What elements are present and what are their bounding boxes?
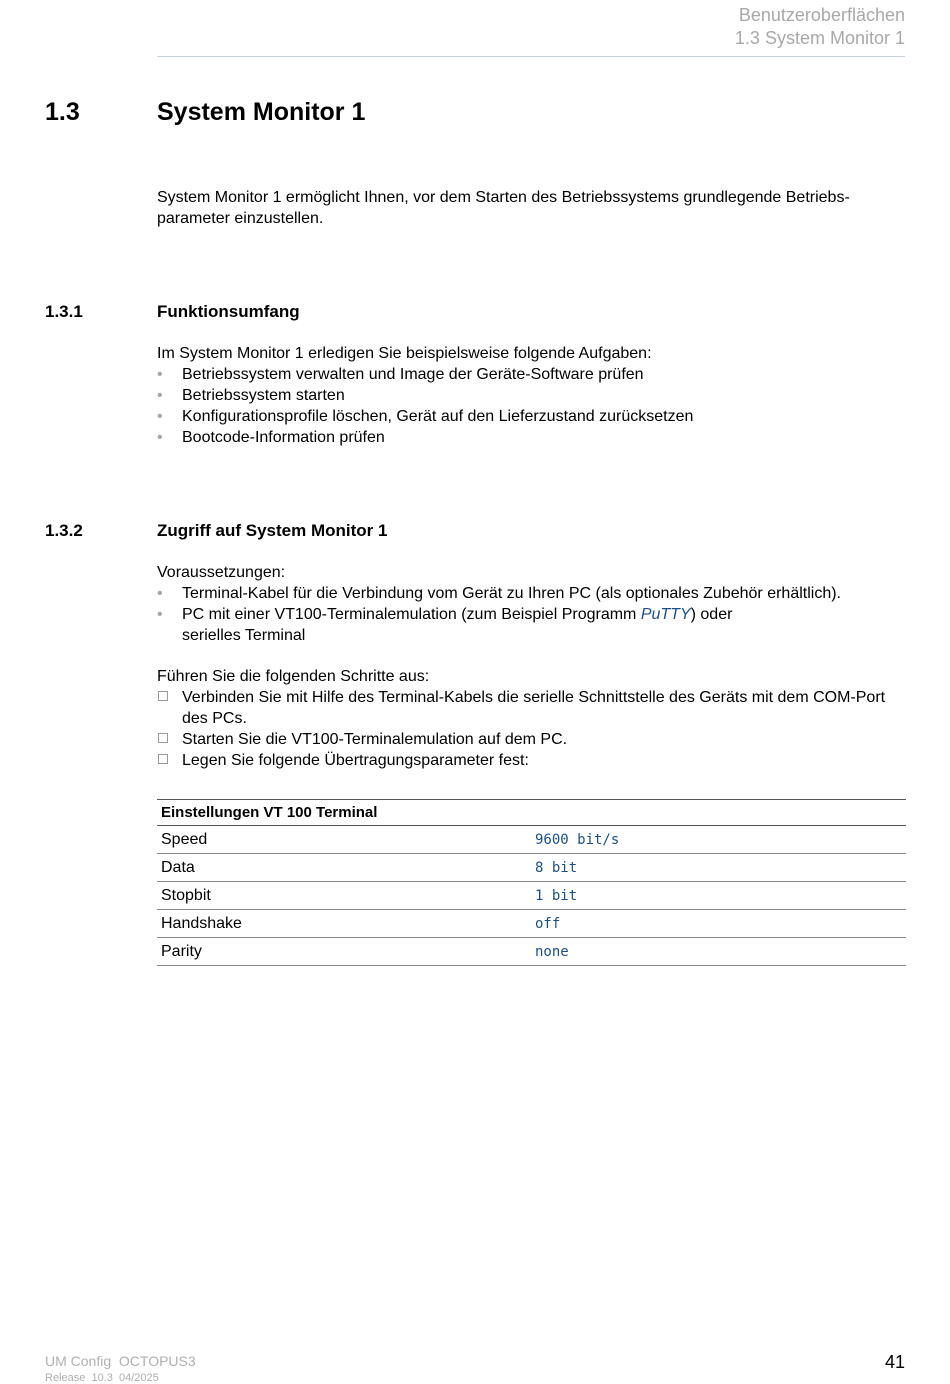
table-header: Einstellungen VT 100 Terminal	[157, 800, 906, 826]
bullet-icon: •	[157, 585, 163, 602]
footer-release: Release 10.3 04/2025	[45, 1372, 159, 1384]
prerequisites-lead: Voraussetzungen:	[157, 564, 286, 581]
subsection-title-2: Zugriff auf System Monitor 1	[157, 521, 388, 540]
running-header-chapter: Benutzeroberflächen	[738, 5, 905, 25]
table-row	[157, 826, 906, 854]
terminal-settings-table	[157, 799, 906, 966]
section-title: System Monitor 1	[157, 98, 366, 126]
param-label: Speed	[157, 826, 531, 854]
param-value: none	[531, 938, 906, 966]
param-value: 8 bit	[531, 854, 906, 882]
section-intro: System Monitor 1 ermöglicht Ihnen, vor dem Starten des Betriebssystems grundlegende Betriebs-parameter einzustellen.	[157, 189, 850, 227]
bullet-icon: •	[157, 387, 163, 404]
subsection-number-2: 1.3.2	[45, 521, 83, 540]
bullet-icon: •	[157, 366, 163, 383]
bullet-icon: •	[157, 408, 163, 425]
list-item: • Betriebssystem starten	[157, 387, 345, 404]
steps-list	[157, 687, 907, 771]
param-label: Parity	[157, 938, 531, 966]
page-number: 41	[884, 1352, 905, 1372]
param-label: Handshake	[157, 910, 531, 938]
putty-link[interactable]: PuTTY	[640, 606, 691, 623]
functions-list	[157, 364, 907, 448]
table-row	[157, 882, 906, 910]
checkbox-icon	[158, 691, 168, 701]
bullet-icon: •	[157, 606, 163, 623]
list-item: • Konfigurationsprofile löschen, Gerät auf den Lieferzustand zurücksetzen	[157, 408, 694, 425]
running-header-section: 1.3 System Monitor 1	[734, 28, 905, 48]
subsection-number-1: 1.3.1	[45, 302, 83, 321]
list-item: • Betriebssystem verwalten und Image der Geräte-Software prüfen	[157, 366, 644, 383]
step-item: Legen Sie folgende Übertragungsparameter fest:	[157, 750, 907, 771]
bullet-icon: •	[157, 429, 163, 446]
table-header-row	[157, 800, 906, 826]
subsection-title-1: Funktionsumfang	[157, 302, 300, 321]
list-item: • Bootcode-Information prüfen	[157, 429, 385, 446]
param-value: 1 bit	[531, 882, 906, 910]
list-item: • Terminal-Kabel für die Verbindung vom Gerät zu Ihren PC (als optionales Zubehör erhältlich).	[157, 585, 841, 602]
checkbox-icon	[158, 733, 168, 743]
param-value: off	[531, 910, 906, 938]
step-item: Verbinden Sie mit Hilfe des Terminal-Kabels die serielle Schnittstelle des Geräts mit dem COM-Port des PCs.	[157, 687, 907, 729]
functions-lead: Im System Monitor 1 erledigen Sie beispielsweise folgende Aufgaben:	[157, 345, 652, 362]
footer-document-name: UM Config OCTOPUS3	[45, 1353, 196, 1369]
list-item: • PC mit einer VT100-Terminalemulation (zum Beispiel Programm PuTTY) oder serielles Terminal	[157, 606, 733, 644]
table-row	[157, 854, 906, 882]
prerequisites-list	[157, 583, 907, 646]
table-row	[157, 910, 906, 938]
step-item: Starten Sie die VT100-Terminalemulation auf dem PC.	[157, 729, 907, 750]
checkbox-icon	[158, 754, 168, 764]
steps-lead: Führen Sie die folgenden Schritte aus:	[157, 668, 430, 685]
param-label: Data	[157, 854, 531, 882]
param-value: 9600 bit/s	[531, 826, 906, 854]
section-number: 1.3	[45, 98, 80, 126]
header-rule	[157, 56, 905, 57]
table-row	[157, 938, 906, 966]
param-label: Stopbit	[157, 882, 531, 910]
